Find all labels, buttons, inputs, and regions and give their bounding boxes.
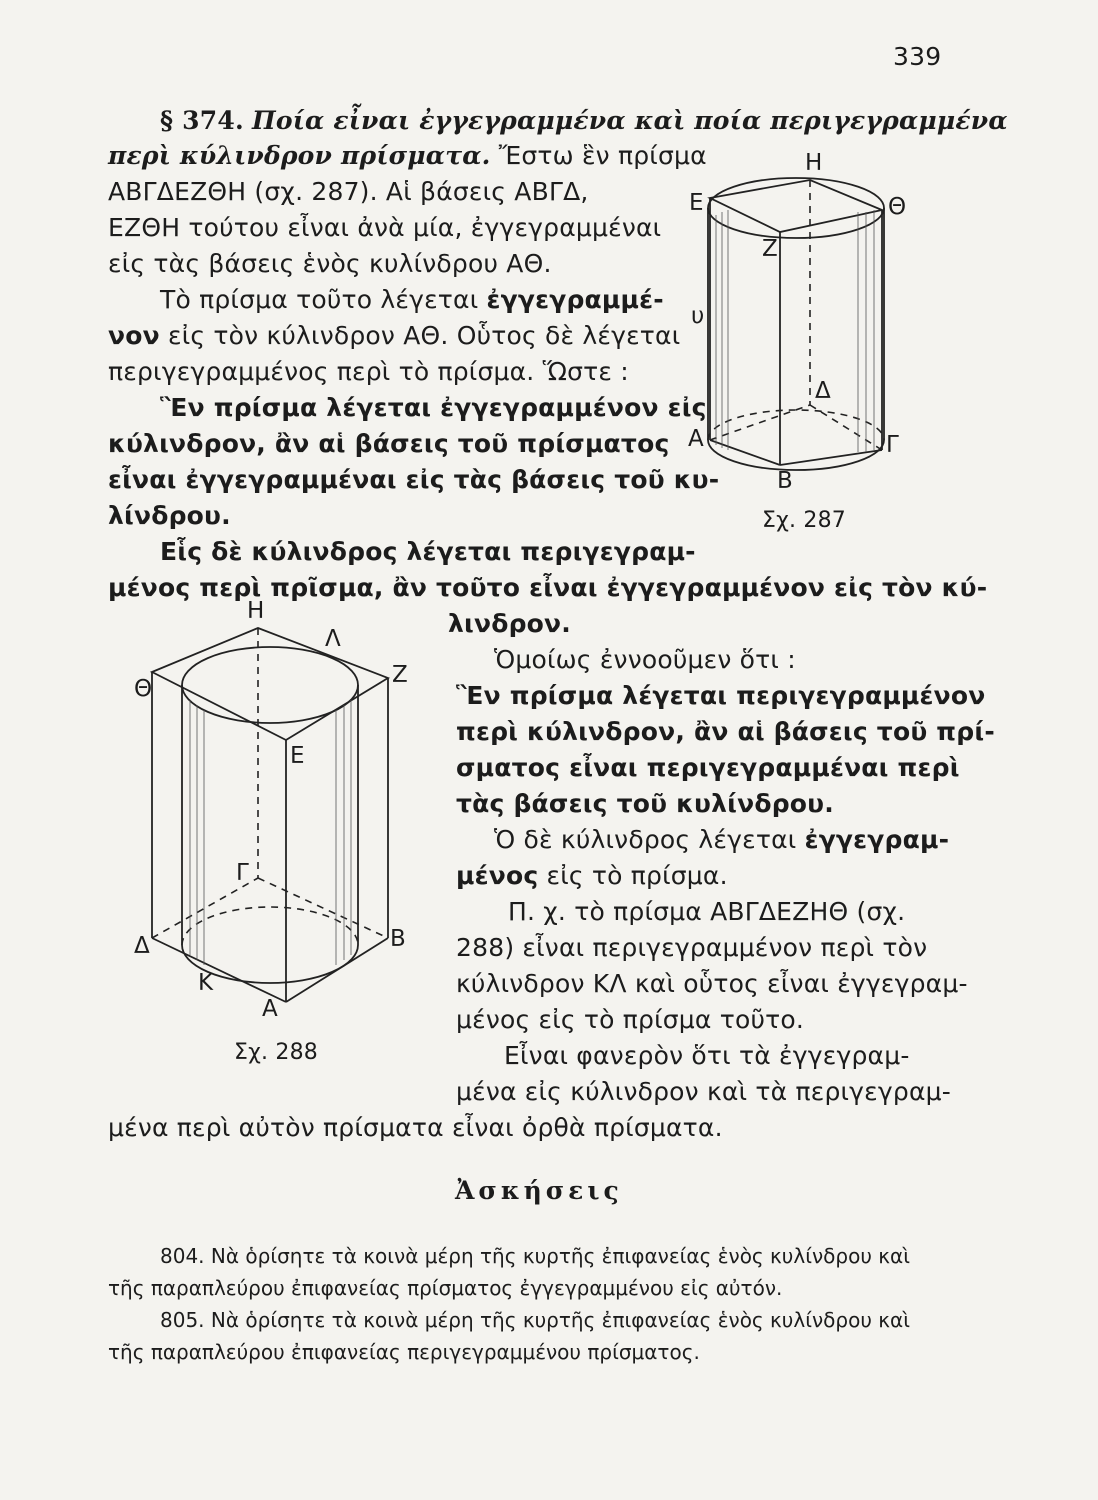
fig287-label-Z: Ζ: [762, 236, 778, 262]
definition-line: μένος περὶ πρῖσμα, ἂν τοῦτο εἶναι ἐγγεγραμμένον εἰς τὸν κύ-: [108, 573, 988, 602]
definition-line: περὶ κύλινδρον, ἂν αἱ βάσεις τοῦ πρί-: [456, 717, 995, 746]
fig287-label-B: Β: [777, 468, 793, 494]
exercise-line: 804. Νὰ ὁρίσητε τὰ κοινὰ μέρη τῆς κυρτῆς ἐπιφανείας ἑνὸς κυλίνδρου καὶ: [160, 1244, 910, 1268]
fig287-label-G: Γ: [886, 432, 899, 458]
text-line: μένα περὶ αὐτὸν πρίσματα εἶναι ὀρθὰ πρίσματα.: [108, 1113, 723, 1142]
fig288-label-L: Λ: [325, 626, 341, 652]
text-line: Π. χ. τὸ πρίσμα ΑΒΓΔΕΖΗΘ (σχ.: [508, 897, 906, 926]
fig287-label-u: υ: [691, 303, 705, 329]
definition-line: κύλινδρον, ἂν αἱ βάσεις τοῦ πρίσματος: [108, 429, 670, 458]
fig288-label-H: Η: [247, 598, 265, 624]
page-number: 339: [893, 42, 942, 71]
text-line: 288) εἶναι περιγεγραμμένον περὶ τὸν: [456, 933, 928, 962]
fig287-label-H: Η: [805, 150, 823, 176]
text-span: εἰς τὸ πρίσμα.: [546, 861, 728, 890]
fig288-cylinder: [182, 647, 358, 983]
fig288-label-B: Β: [390, 926, 406, 952]
fig287-caption: Σχ. 287: [762, 508, 846, 533]
definition-line: Εἷς δὲ κύλινδρος λέγεται περιγεγραμ-: [160, 537, 696, 566]
fig288-label-A: Α: [262, 996, 278, 1022]
fig287-label-D: Δ: [815, 378, 831, 404]
fig287-label-Th: Θ: [888, 194, 907, 220]
fig288-hatching: [190, 700, 351, 965]
text-l1-rest: Ἔστω ἓν πρίσμα: [498, 141, 707, 170]
fig288-label-Z: Ζ: [392, 662, 408, 688]
fig287-label-A: Α: [688, 426, 704, 452]
exercise-line: τῆς παραπλεύρου ἐπιφανείας περιγεγραμμένου πρίσματος.: [108, 1340, 700, 1364]
term-inscribed: ἐγγεγραμ-: [804, 825, 950, 854]
section-title-2: περὶ κύλινδρον πρίσματα.: [108, 141, 491, 170]
text-line: Ὁμοίως ἐννοοῦμεν ὅτι :: [494, 645, 796, 674]
exercise-line: τῆς παραπλεύρου ἐπιφανείας πρίσματος ἐγγεγραμμένου εἰς αὐτόν.: [108, 1276, 783, 1300]
text-line: μένα εἰς κύλινδρον καὶ τὰ περιγεγραμ-: [456, 1077, 951, 1106]
definition-line: σματος εἶναι περιγεγραμμέναι περὶ: [456, 753, 960, 782]
definition-line: εἶναι ἐγγεγραμμέναι εἰς τὰς βάσεις τοῦ κυ-: [108, 465, 720, 494]
fig288-label-G: Γ: [236, 860, 249, 886]
fig288-label-Th: Θ: [134, 676, 153, 702]
definition-line: Ἓν πρίσμα λέγεται ἐγγεγραμμένον εἰς: [160, 393, 707, 422]
term-inscribed-end: νον: [108, 321, 160, 350]
definition-line: λίνδρου.: [108, 501, 231, 530]
term-inscribed-end: μένος: [456, 861, 539, 890]
text-line: ΑΒΓΔΕΖΘΗ (σχ. 287). Αἱ βάσεις ΑΒΓΔ,: [108, 177, 589, 206]
section-title-1: Ποία εἶναι ἐγγεγραμμένα καὶ ποία περιγεγραμμένα: [252, 106, 1008, 135]
text-line: κύλινδρον ΚΛ καὶ οὗτος εἶναι ἐγγεγραμ-: [456, 969, 968, 998]
definition-line: Ἓν πρίσμα λέγεται περιγεγραμμένον: [456, 681, 986, 710]
text-span: εἰς τὸν κύλινδρον ΑΘ. Οὗτος δὲ λέγεται: [168, 321, 681, 350]
definition-line: λινδρον.: [448, 609, 571, 638]
fig288-label-D: Δ: [134, 933, 150, 959]
fig288-caption: Σχ. 288: [234, 1040, 318, 1065]
fig287-label-E: Ε: [689, 190, 704, 216]
text-line: μένος εἰς τὸ πρίσμα τοῦτο.: [456, 1005, 805, 1034]
term-inscribed: ἐγγεγραμμέ-: [486, 285, 664, 314]
fig288-label-K: Κ: [198, 970, 214, 996]
definition-line: τὰς βάσεις τοῦ κυλίνδρου.: [456, 789, 834, 818]
text-line: Εἶναι φανερὸν ὅτι τὰ ἐγγεγραμ-: [504, 1041, 910, 1070]
fig288-prism: [152, 628, 388, 1002]
text-line: εἰς τὰς βάσεις ἑνὸς κυλίνδρου ΑΘ.: [108, 249, 552, 278]
text-span: Τὸ πρίσμα τοῦτο λέγεται: [160, 285, 479, 314]
text-line: περιγεγραμμένος περὶ τὸ πρίσμα. Ὥστε :: [108, 357, 629, 386]
section-number: § 374.: [160, 106, 244, 135]
fig288-label-E: Ε: [290, 743, 305, 769]
text-span: Ὁ δὲ κύλινδρος λέγεται: [494, 825, 797, 854]
exercises-heading: Ἀσκήσεις: [455, 1176, 623, 1205]
text-line: ΕΖΘΗ τούτου εἶναι ἀνὰ μία, ἐγγεγραμμέναι: [108, 213, 662, 242]
exercise-line: 805. Νὰ ὁρίσητε τὰ κοινὰ μέρη τῆς κυρτῆς ἐπιφανείας ἑνὸς κυλίνδρου καὶ: [160, 1308, 910, 1332]
